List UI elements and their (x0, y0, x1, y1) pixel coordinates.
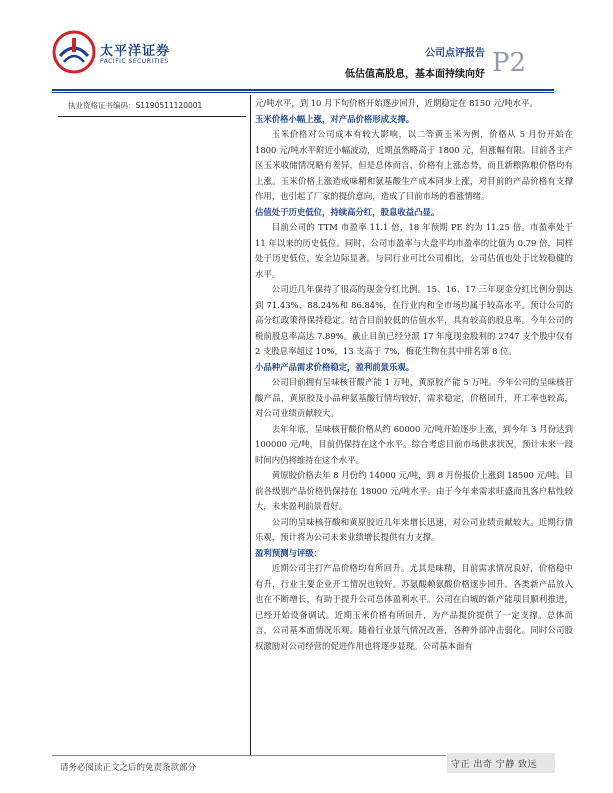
body-paragraph: 玉米价格对公司成本有较大影响，以二等黄玉米为例，价格从 5 月份开始在 1800 元/吨水平附近小幅波动，近期虽然略高于 1800 元，但涨幅有限。目前各主产区玉米收储情况略有差异，但是总体而言，价格有上涨态势，而且新粮陈粮价格均有上涨。玉米价格上涨造成味精和氨基酸生产成本同步上涨，对目前的产品价格有支撑作用，也引起了厂家的提价意向，造成了目前市场的看涨情绪。 (255, 129, 573, 201)
body-paragraph: 黄原胶价格去年 8 月份约 14000 元/吨，到 8 月份报价上涨到 18500 元/吨。目前各级别产品价格仍保持在 18000 元/吨水平。由于今年来需求旺盛而且客户粘性较大，未来盈利前景看好。 (255, 470, 573, 511)
body-paragraph: 目前公司的 TTM 市盈率 11.1 倍，18 年预期 PE 约为 11.25 倍。市盈率处于 11 年以来的历史低位。同时，公司市盈率与大盘平均市盈率的比值为 0.79 倍，同样处于历史低位，安全边际显著。与同行业可比公司相比，公司估值也处于比较稳健的水平。 (255, 222, 573, 279)
body-paragraph: 近期公司主打产品价格均有所回升。尤其是味精，目前需求情况良好，价格稳中有升，行业主要企业开工情况也较好。苏氨酸赖氨酸价格逐步回升。各类新产品放入也在不断增长，有助于提升公司总体盈利水平。公司在白城的新产能项目顺利推进，已经开始设备调试。近期玉米价格有所回升，为产品提价提供了一定支撑。总体而言，公司基本面情况乐观。随着行业景气情况改善，各种外部冲击弱化。同时公司股权激励对公司经营的促进作用也将逐步显现。公司基本面有 (255, 563, 573, 651)
page-number: P2 (492, 48, 527, 78)
body-paragraph: 去年年底，呈味核苷酸价格从约 60000 元/吨开始逐步上涨，到今年 3 月份达到 100000 元/吨，目前仍保持在这个水平。综合考虑目前市场供求状况，预计未来一段时间内仍将维持在这个水平。 (255, 423, 573, 465)
header-divider (52, 89, 554, 91)
header-divider-thin (52, 92, 554, 93)
body-paragraph: 公司的呈味核苷酸和黄原胶近几年来增长迅速，对公司业绩贡献较大。近期行情乐观，预计将为公司未来业绩增长提供有力支撑。 (255, 516, 573, 542)
analyst-cert-number: 执业资格证书编码：S1190511120001 (68, 101, 203, 110)
pacific-logo-icon (52, 30, 96, 74)
company-logo (52, 30, 172, 74)
section-heading: 玉米价格小幅上涨，对产品价格形成支撑。 (255, 113, 415, 124)
footer-disclaimer: 请务必阅读正文之后的免责条款部分 (60, 763, 197, 773)
sidebar-divider (58, 116, 246, 117)
footer-divider (52, 755, 446, 756)
body-paragraph: 公司近几年保持了很高的现金分红比例。15、16、17 三年现金分红比例分别达到 71.43%、88.24%和 86.84%，在行业内和全市场均属于较高水平。预计公司的高分红政策得保持稳定。结合目前较低的估值水平，具有较高的股息率。今年公司的税前股息率高达 7.89%。截止目前已经分派 17 年度现金股利的 2747 支个股中仅有 2 支股息率超过 10%，13 支高于 7%，梅花生物在其中排名第 8 位。 (255, 284, 573, 356)
report-title: 低估值高股息，基本面持续向好 (345, 69, 485, 80)
brand-name-en: PACIFIC SECURITIES (100, 58, 169, 65)
report-body (255, 96, 573, 654)
body-paragraph: 元/吨水平，到 10 月下旬价格开始逐步回升，近期稳定在 8150 元/吨水平。 (255, 98, 538, 108)
brand-name-cn: 太平洋证券 (100, 44, 171, 59)
section-heading: 盈利预测与评级： (255, 547, 322, 558)
column-divider (250, 95, 251, 755)
report-type: 公司点评报告 (425, 48, 485, 59)
body-paragraph: 公司目前拥有呈味核苷酸产能 1 万吨，黄原胶产能 5 万吨。今年公司的呈味核苷酸产品，黄原胶及小品种氨基酸行情均较好，需求稳定，价格回升，开工率也较高，对公司业绩贡献较大。 (255, 377, 573, 418)
footer-motto: 守正 出奇 宁静 致远 (451, 760, 538, 770)
section-heading: 小品种产品需求价格稳定，盈利前景乐观。 (255, 361, 415, 372)
section-heading: 估值处于历史低位，持续高分红，股息收益凸显。 (255, 206, 440, 217)
